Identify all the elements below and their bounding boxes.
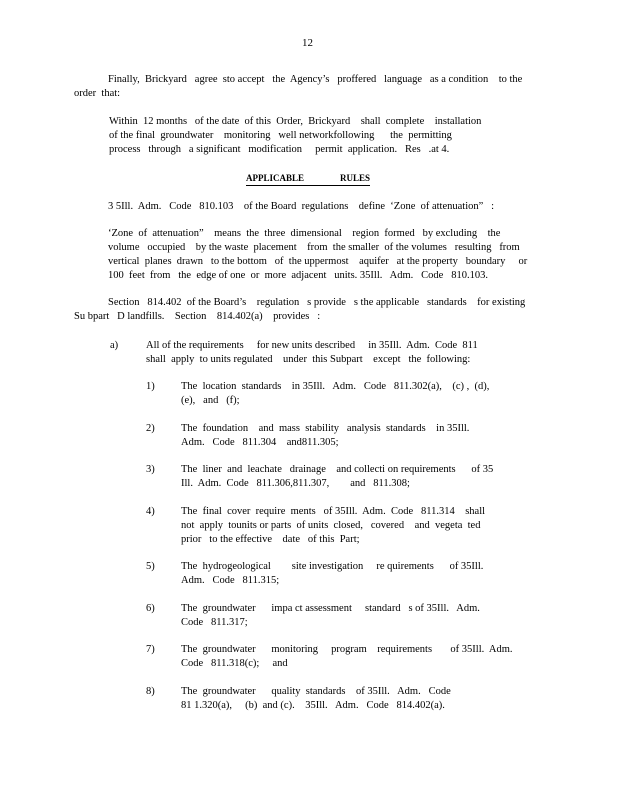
page-number: 12 [302,37,313,49]
text-line: Within 12 months of the date of this Order, Brickyard shall complete installation [109,116,482,127]
text-line: Code 811.317; [181,617,248,628]
item-number: 6) [146,603,155,614]
text-line: 81 1.320(a), (b) and (c). 35Ill. Adm. Code 814.402(a). [181,700,445,711]
text-line: The liner and leachate drainage and collecti on requirements of 35 [181,464,494,475]
subsection-label: a) [110,340,119,351]
item-text [181,560,483,587]
block-quote [109,115,481,156]
text-line: The location standards in 35Ill. Adm. Code 811.302(a), (c) , (d), [181,381,490,392]
text-line: Section 814.402 of the Board’s regulation s provide s the applicable standards for existing [108,297,526,308]
text-line: prior to the effective date of this Part; [181,534,360,545]
text-line: The hydrogeological site investigation re quirements of 35Ill. [181,561,484,572]
item-text [181,422,469,449]
item-number: 8) [146,686,155,697]
section-heading: APPLICABLE RULES [246,172,370,186]
text-line: The final cover require ments of 35Ill. Adm. Code 811.314 shall [181,506,486,517]
text-line: of the final groundwater monitoring well networkfollowing the permitting [109,130,452,141]
subsection-text [146,339,478,366]
paragraph-finally [74,73,522,100]
item-number: 7) [146,644,155,655]
text-line: ‘Zone of attenuation” means the three dimensional region formed by excluding the [108,228,501,239]
text-line: Ill. Adm. Code 811.306,811.307, and 811.308; [181,478,410,489]
item-number: 5) [146,561,155,572]
text-line: order that: [74,88,121,99]
item-text [181,643,513,670]
item-text [181,463,493,490]
item-number: 4) [146,506,155,517]
text-line: Code 811.318(c); and [181,658,288,669]
item-text [181,380,489,407]
text-line: Su bpart D landfills. Section 814.402(a) provides : [74,311,321,322]
paragraph-section [74,296,525,323]
text-line: Finally, Brickyard agree sto accept the Agency’s proffered language as a condition to the [108,74,523,85]
text-line: (e), and (f); [181,395,240,406]
paragraph-regulation [108,200,494,213]
text-line: not apply tounits or parts of units closed, covered and vegeta ted [181,520,481,531]
item-text [181,685,451,712]
paragraph-zone-definition [108,227,527,282]
item-text [181,602,480,629]
item-number: 3) [146,464,155,475]
text-line: The groundwater impa ct assessment standard s of 35Ill. Adm. [181,603,480,614]
item-number: 1) [146,381,155,392]
text-line: shall apply to units regulated under this Subpart except the following: [146,354,471,365]
text-line: volume occupied by the waste placement from the smaller of the volumes resulting from [108,242,520,253]
text-line: The foundation and mass stability analysis standards in 35Ill. [181,423,470,434]
text-line: process through a significant modification permit application. Res .at 4. [109,144,450,155]
text-line: Adm. Code 811.304 and811.305; [181,437,339,448]
item-number: 2) [146,423,155,434]
text-line: Adm. Code 811.315; [181,575,280,586]
text-line: All of the requirements for new units described in 35Ill. Adm. Code 811 [146,340,478,351]
text-line: 3 5Ill. Adm. Code 810.103 of the Board regulations define ‘Zone of attenuation” : [108,201,495,212]
item-text [181,505,485,546]
text-line: The groundwater monitoring program requirements of 35Ill. Adm. [181,644,513,655]
text-line: The groundwater quality standards of 35Ill. Adm. Code [181,686,451,697]
text-line: vertical planes drawn to the bottom of the uppermost aquifer at the property boundary or [108,256,528,267]
text-line: 100 feet from the edge of one or more adjacent units. 35Ill. Adm. Code 810.103. [108,270,488,281]
